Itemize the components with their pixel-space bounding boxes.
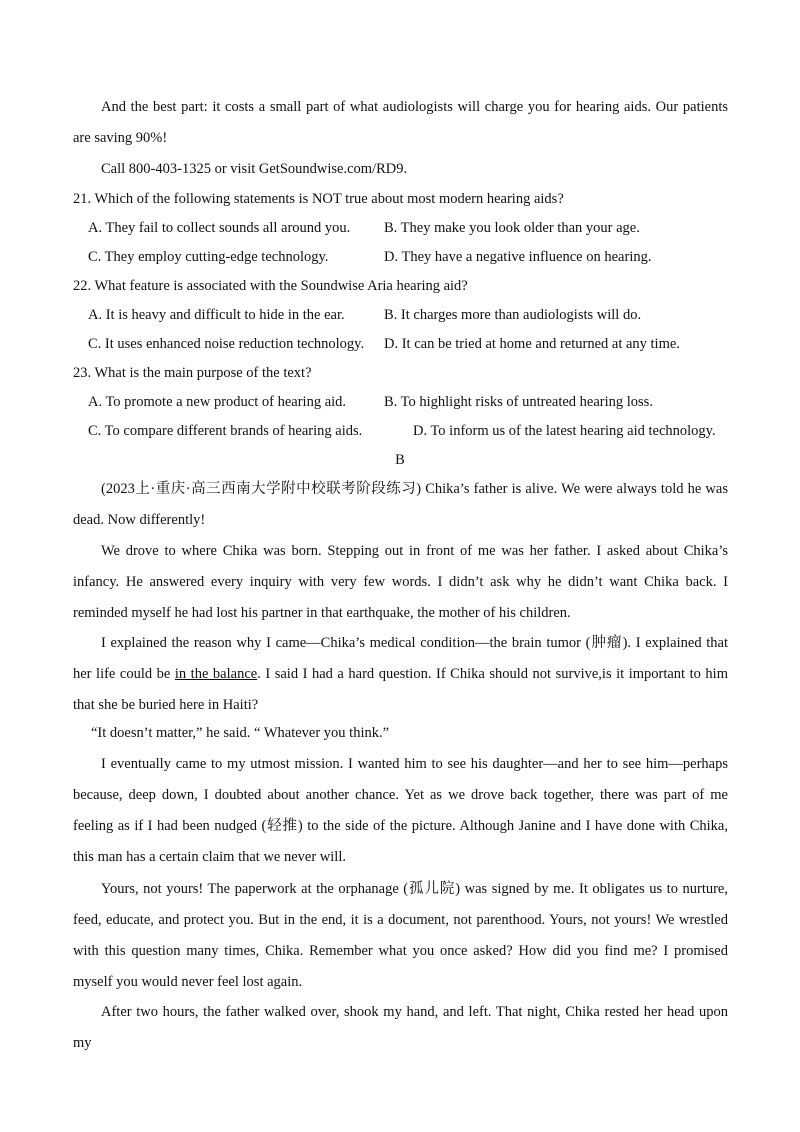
passage-b-paragraph-6: Yours, not yours! The paperwork at the orphanage (孤儿院) was signed by me. It obligates us to nurture, feed, educate, and protect you. But in the end, it is a document, not parenthood. Yours, not yours! We wrestled with this question many times, Chika. Remember what you once asked? How did you find me? I promised myself you would never feel lost again. xyxy=(73,881,728,990)
question-22-option-a: A. It is heavy and difficult to hide in the ear. xyxy=(88,307,345,323)
question-23-stem: 23. What is the main purpose of the text? xyxy=(73,365,312,381)
question-23-option-d: D. To inform us of the latest hearing aid technology. xyxy=(413,423,716,439)
question-23-option-b: B. To highlight risks of untreated hearing loss. xyxy=(384,394,653,410)
passage-b-paragraph-2: We drove to where Chika was born. Stepping out in front of me was her father. I asked about Chika’s infancy. He answered every inquiry with very few words. I didn’t ask why he didn’t want Chika back. I reminded myself he had lost his partner in that earthquake, the mother of his children. xyxy=(73,543,728,621)
paragraph-3-text-start: I explained the reason why I came—Chika’s medical condition—the brain tumor (肿瘤). I explained that her life could be xyxy=(73,635,728,682)
question-22-stem: 22. What feature is associated with the Soundwise Aria hearing aid? xyxy=(73,278,468,294)
question-23-option-a: A. To promote a new product of hearing aid. xyxy=(88,394,347,410)
question-22-option-b: B. It charges more than audiologists will do. xyxy=(384,307,642,323)
question-21-option-c: C. They employ cutting-edge technology. xyxy=(88,249,329,265)
passage-b-paragraph-1: (2023上·重庆·高三西南大学附中校联考阶段练习) Chika’s father is alive. We were always told he was dead. Now differently! xyxy=(73,481,728,528)
question-21-option-a: A. They fail to collect sounds all around you. xyxy=(88,220,351,236)
paragraph-3-text-end: . I said I had a hard question. If Chika should not survive,is it important to him that she be buried here in Haiti? xyxy=(73,666,728,713)
intro-paragraph-1: And the best part: it costs a small part of what audiologists will charge you for hearing aids. Our patients are saving 90%! xyxy=(73,99,728,146)
passage-b-paragraph-5: I eventually came to my utmost mission. I wanted him to see his daughter—and her to see him—perhaps because, deep down, I doubted about another chance. Yet as we drove back together, there was part of me feeling as if I had been nudged (轻推) to the side of the picture. Although Janine and I have done with Chika, this man has a certain claim that we never will. xyxy=(73,756,728,865)
question-21-option-b: B. They make you look older than your age. xyxy=(384,220,640,236)
question-22-option-c: C. It uses enhanced noise reduction technology. xyxy=(88,336,365,352)
question-21-option-d: D. They have a negative influence on hearing. xyxy=(384,249,652,265)
intro-paragraph-2: Call 800-403-1325 or visit GetSoundwise.com/RD9. xyxy=(101,161,408,177)
passage-b-paragraph-4: “It doesn’t matter,” he said. “ Whatever you think.” xyxy=(91,725,390,741)
question-22-option-d: D. It can be tried at home and returned at any time. xyxy=(384,336,680,352)
underlined-phrase: in the balance xyxy=(174,666,258,682)
passage-b-paragraph-3 xyxy=(73,628,728,721)
question-23-option-c: C. To compare different brands of hearing aids. xyxy=(88,423,363,439)
question-21-stem: 21. Which of the following statements is NOT true about most modern hearing aids? xyxy=(73,191,564,207)
section-b-heading: B xyxy=(395,452,405,468)
passage-b-paragraph-7: After two hours, the father walked over, shook my hand, and left. That night, Chika rested her head upon my xyxy=(73,1004,728,1051)
